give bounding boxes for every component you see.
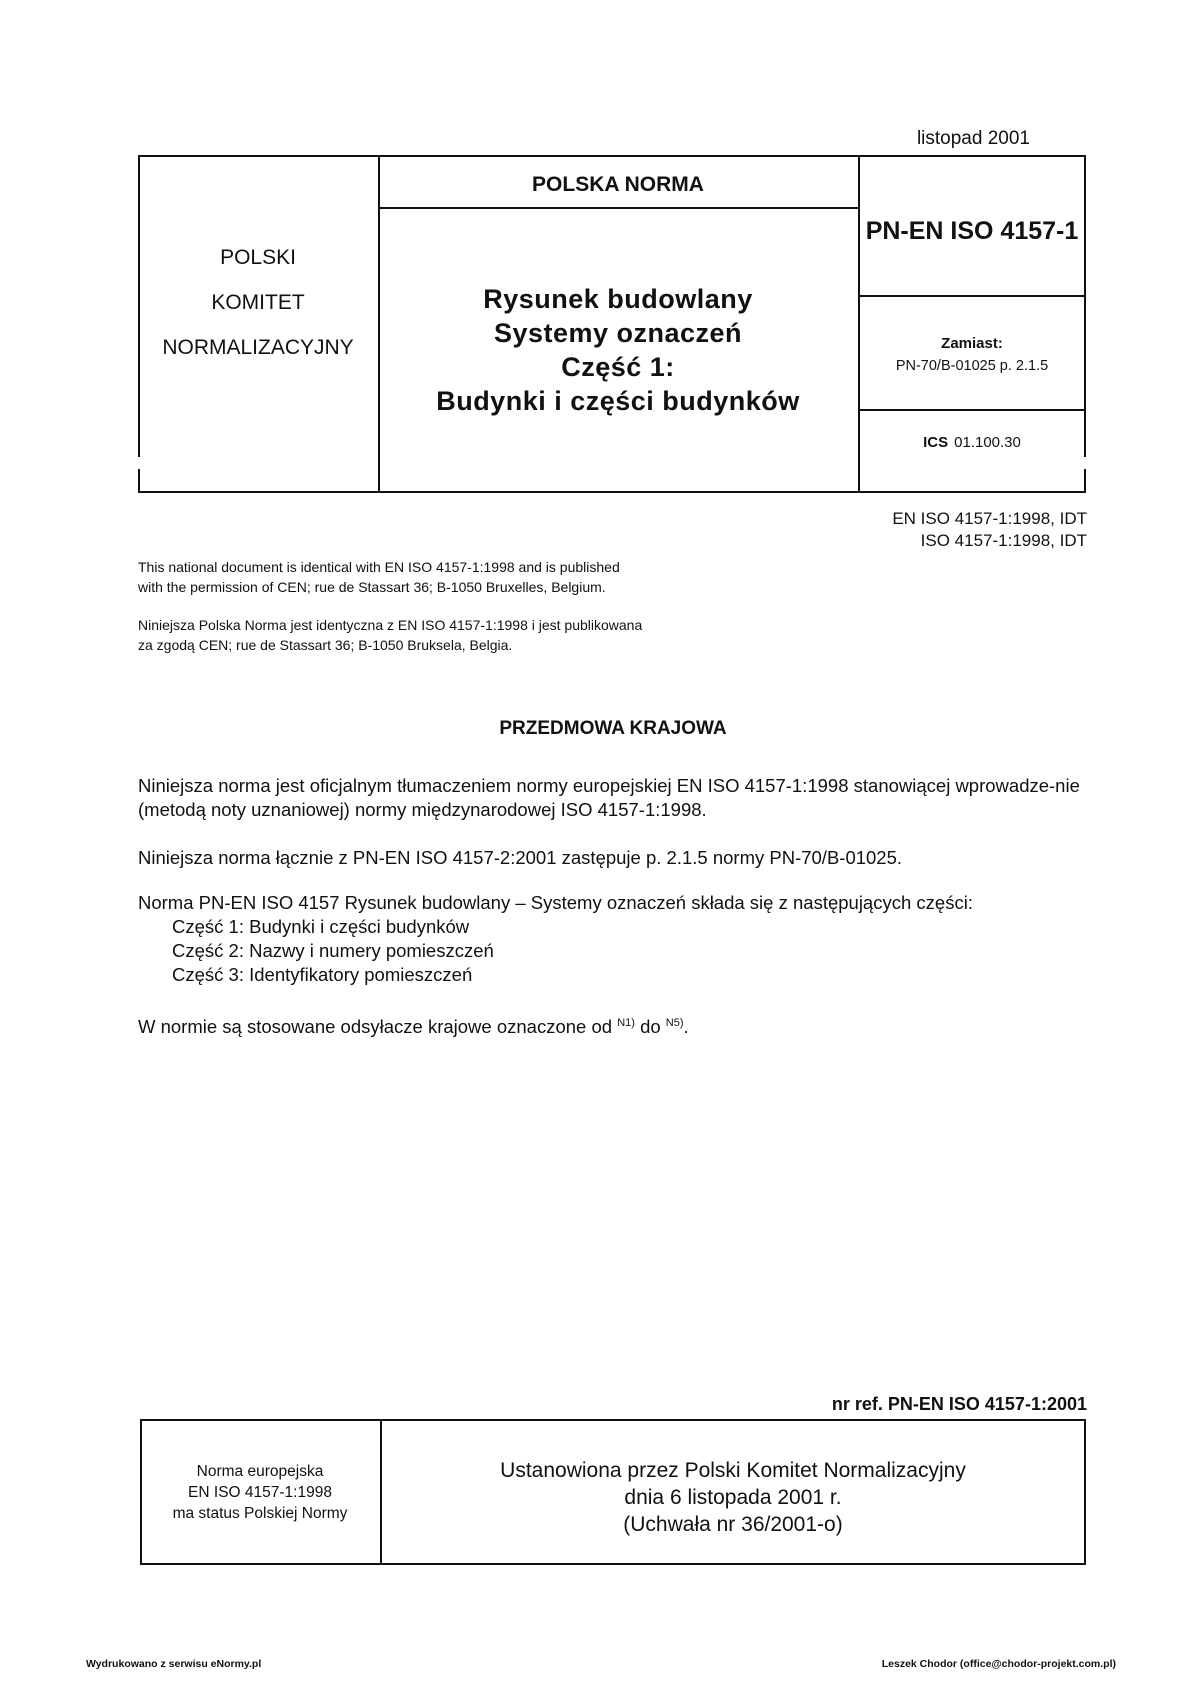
- committee-name: [138, 235, 378, 370]
- committee-line: POLSKI: [220, 246, 296, 269]
- list-item: Część 3: Identyfikatory pomieszczeń: [172, 964, 473, 985]
- notice-line: with the permission of CEN; rue de Stassart 36; B-1050 Bruxelles, Belgium.: [138, 578, 606, 595]
- paragraph-text: do: [640, 1016, 661, 1038]
- replaces-cell: [858, 335, 1086, 374]
- notice-line: This national document is identical with EN ISO 4157-1:1998 and is published: [138, 559, 620, 575]
- title-line: Systemy oznaczeń: [493, 318, 743, 348]
- notice-line: za zgodą CEN; rue de Stassart 36; B-1050 Bruksela, Belgia.: [138, 636, 513, 653]
- table-divider: [858, 295, 1086, 297]
- title-line: Budynki i części budynków: [436, 386, 800, 416]
- paragraph-text: .: [683, 1016, 689, 1038]
- table-border: [138, 469, 140, 491]
- table-divider: [858, 409, 1086, 411]
- notice-line: Niniejsza Polska Norma jest identyczna z EN ISO 4157-1:1998 i jest publikowana: [138, 617, 643, 633]
- footer-table: [140, 1419, 1086, 1565]
- european-norm-status: [140, 1461, 380, 1524]
- table-divider: [378, 207, 858, 209]
- status-line: EN ISO 4157-1:1998: [188, 1484, 332, 1501]
- paragraph: [138, 1011, 1098, 1039]
- issue-date: listopad 2001: [916, 128, 1030, 149]
- paragraph-text: W normie są stosowane odsyłacze krajowe oznaczone od: [138, 1016, 613, 1038]
- title-line: Część 1:: [561, 352, 675, 382]
- print-source: Wydrukowano z serwisu eNormy.pl: [86, 1658, 262, 1670]
- footnote-marker: N5): [665, 1017, 684, 1029]
- ics-cell: [858, 434, 1086, 451]
- list-item: Część 2: Nazwy i numery pomieszczeń: [172, 940, 494, 961]
- approval-line: dnia 6 listopada 2001 r.: [624, 1486, 842, 1509]
- paragraph: Norma PN-EN ISO 4157 Rysunek budowlany – Systemy oznaczeń składa się z następujących części:: [138, 892, 973, 913]
- notice-polish: [138, 616, 642, 655]
- identity-ref: EN ISO 4157-1:1998, IDT: [892, 509, 1087, 528]
- footnote-marker: N1): [617, 1017, 635, 1029]
- status-line: ma status Polskiej Normy: [172, 1505, 348, 1522]
- list-item: Część 1: Budynki i części budynków: [172, 916, 470, 937]
- approval-line: (Uchwała nr 36/2001-o): [623, 1513, 843, 1536]
- approval-line: Ustanowiona przez Polski Komitet Normalizacyjny: [500, 1459, 966, 1482]
- table-border: [1084, 469, 1086, 491]
- committee-line: KOMITET: [211, 291, 305, 314]
- document-title: [378, 282, 858, 418]
- replaces-label: Zamiast:: [941, 335, 1003, 352]
- ics-value: 01.100.30: [954, 434, 1021, 451]
- ics-label: ICS: [923, 434, 949, 451]
- notice-english: [138, 558, 620, 597]
- title-line: Rysunek budowlany: [483, 284, 753, 314]
- identity-ref: ISO 4157-1:1998, IDT: [920, 531, 1087, 550]
- licensee: Leszek Chodor (office@chodor-projekt.com.pl): [881, 1658, 1116, 1670]
- status-line: Norma europejska: [196, 1463, 324, 1480]
- approval-statement: [380, 1457, 1086, 1538]
- committee-line: NORMALIZACYJNY: [162, 336, 354, 359]
- parts-list: [172, 915, 494, 987]
- paragraph: Niniejsza norma jest oficjalnym tłumaczeniem normy europejskiej EN ISO 4157-1:1998 stanowiącej wprowadze-nie (metodą noty uznaniowej) normy międzynarodowej ISO 4157-1:1998.: [138, 775, 1080, 820]
- paragraph: Niniejsza norma łącznie z PN-EN ISO 4157-2:2001 zastępuje p. 2.1.5 normy PN-70/B-01025.: [138, 847, 903, 868]
- polska-norma-label: POLSKA NORMA: [532, 173, 704, 196]
- table-border: [1084, 157, 1086, 457]
- standard-number: PN-EN ISO 4157-1: [865, 217, 1079, 245]
- reference-number: nr ref. PN-EN ISO 4157-1:2001: [831, 1394, 1087, 1414]
- section-title: PRZEDMOWA KRAJOWA: [499, 718, 727, 739]
- replaces-value: PN-70/B-01025 p. 2.1.5: [895, 358, 1049, 374]
- identity-references: [892, 508, 1087, 552]
- header-table: [138, 155, 1086, 493]
